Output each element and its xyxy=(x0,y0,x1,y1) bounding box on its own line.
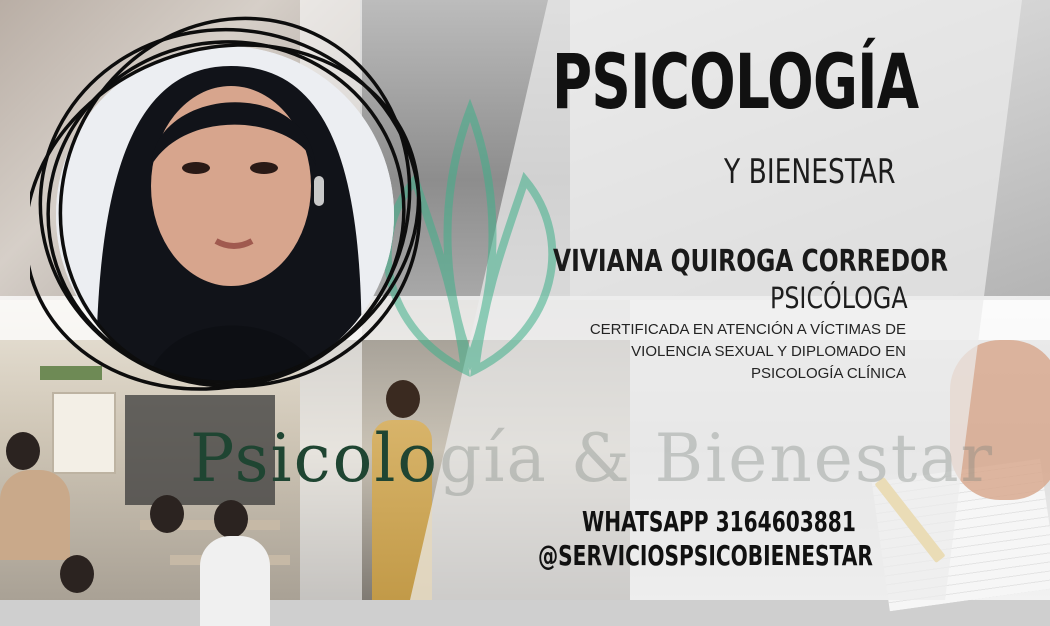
professional-role: PSICÓLOGA xyxy=(770,281,908,315)
profile-portrait xyxy=(30,12,440,392)
whatsapp-contact: WHATSAPP 3164603881 xyxy=(582,505,856,538)
scribble-ring-icon xyxy=(30,12,440,392)
brand-wordmark-part2: gía & Bienestar xyxy=(439,420,995,497)
brand-wordmark-part1: Psicolo xyxy=(190,420,440,497)
brand-wordmark xyxy=(190,420,994,497)
student-head xyxy=(60,555,94,593)
professional-name: VIVIANA QUIROGA CORREDOR xyxy=(553,244,948,279)
page-title: PSICOLOGÍA xyxy=(552,37,919,126)
page-subtitle: Y BIENESTAR xyxy=(724,152,896,192)
classroom-board xyxy=(52,392,116,474)
certification-line: VIOLENCIA SEXUAL Y DIPLOMADO EN xyxy=(631,343,906,360)
teacher-figure xyxy=(0,470,70,560)
certification-line: PSICOLOGÍA CLÍNICA xyxy=(750,365,906,382)
student-head xyxy=(150,495,184,533)
certification-text xyxy=(560,319,906,385)
certification-line: CERTIFICADA EN ATENCIÓN A VÍCTIMAS DE xyxy=(589,321,906,338)
student-head xyxy=(6,432,40,470)
student-head xyxy=(214,500,248,538)
social-handle: @SERVICIOSPSICOBIENESTAR xyxy=(538,539,873,572)
student-figure xyxy=(200,536,270,626)
